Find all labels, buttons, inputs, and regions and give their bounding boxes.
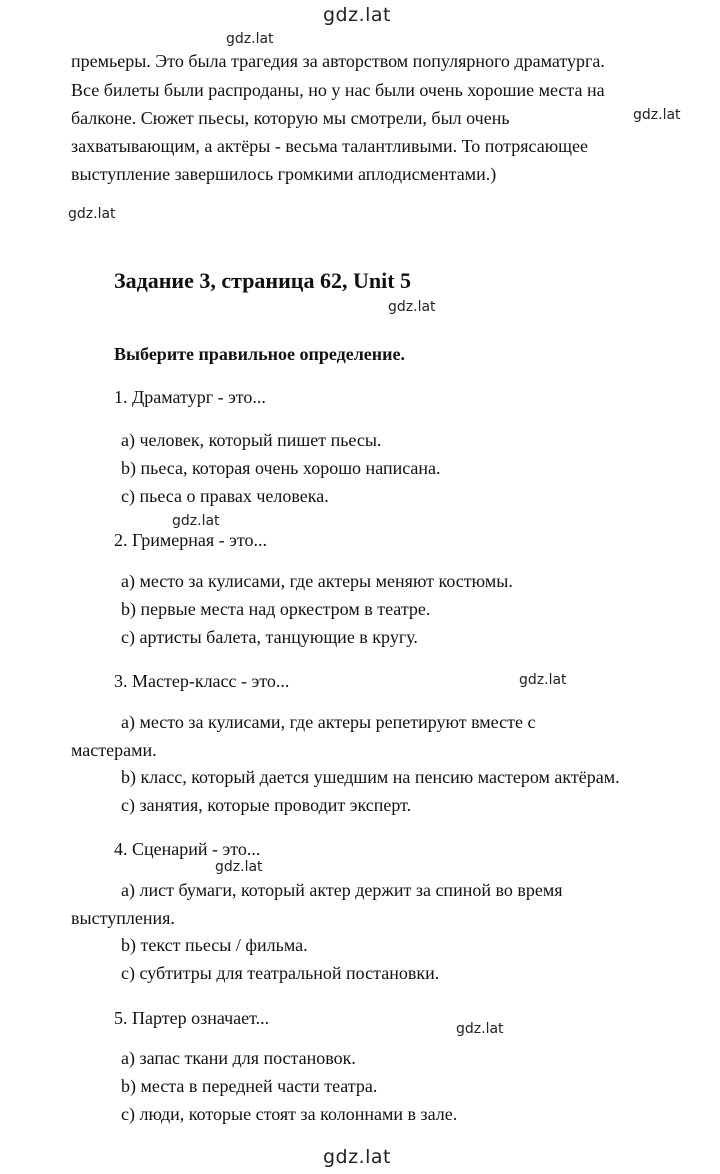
watermark: gdz.lat: [215, 859, 263, 875]
option: c) занятия, которые проводит эксперт.: [121, 795, 412, 815]
option: a) место за кулисами, где актеры репетируют вместе с: [121, 712, 536, 732]
option: c) субтитры для театральной постановки.: [121, 963, 440, 983]
watermark: gdz.lat: [519, 672, 567, 688]
intro-line: балконе. Сюжет пьесы, которую мы смотрели, был очень: [71, 108, 510, 128]
option: a) запас ткани для постановок.: [121, 1048, 356, 1068]
option: c) люди, которые стоят за колоннами в зале.: [121, 1104, 458, 1124]
watermark: gdz.lat: [68, 206, 116, 222]
question-5: 5. Партер означает...: [114, 1008, 270, 1028]
option: a) человек, который пишет пьесы.: [121, 430, 382, 450]
option: a) лист бумаги, который актер держит за спиной во время: [121, 880, 563, 900]
question-1: 1. Драматург - это...: [114, 387, 266, 407]
intro-line: премьеры. Это была трагедия за авторством популярного драматурга.: [71, 51, 605, 71]
question-4: 4. Сценарий - это...: [114, 839, 261, 859]
option: c) артисты балета, танцующие в кругу.: [121, 627, 418, 647]
option: b) пьеса, которая очень хорошо написана.: [121, 458, 441, 478]
watermark: gdz.lat: [226, 31, 274, 47]
option: b) класс, который дается ушедшим на пенсию мастером актёрам.: [121, 767, 620, 787]
watermark: gdz.lat: [388, 299, 436, 315]
task-title: Задание 3, страница 62, Unit 5: [114, 268, 412, 293]
option: b) текст пьесы / фильма.: [121, 935, 308, 955]
option: b) первые места над оркестром в театре.: [121, 599, 431, 619]
option: c) пьеса о правах человека.: [121, 486, 329, 506]
intro-line: захватывающим, а актёры - весьма талантливыми. То потрясающее: [71, 136, 589, 156]
option-continuation: мастерами.: [71, 740, 157, 760]
option: a) место за кулисами, где актеры меняют костюмы.: [121, 571, 513, 591]
watermark: gdz.lat: [323, 4, 392, 26]
option-continuation: выступления.: [71, 908, 175, 928]
question-3: 3. Мастер-класс - это...: [114, 671, 290, 691]
question-2: 2. Гримерная - это...: [114, 530, 268, 550]
watermark: gdz.lat: [323, 1146, 392, 1168]
intro-line: выступление завершилось громкими аплодисментами.): [71, 164, 497, 184]
option: b) места в передней части театра.: [121, 1076, 378, 1096]
watermark: gdz.lat: [456, 1021, 504, 1037]
intro-line: Все билеты были распроданы, но у нас были очень хорошие места на: [71, 80, 605, 100]
watermark: gdz.lat: [172, 513, 220, 529]
watermark: gdz.lat: [633, 107, 681, 123]
instruction: Выберите правильное определение.: [114, 344, 406, 364]
